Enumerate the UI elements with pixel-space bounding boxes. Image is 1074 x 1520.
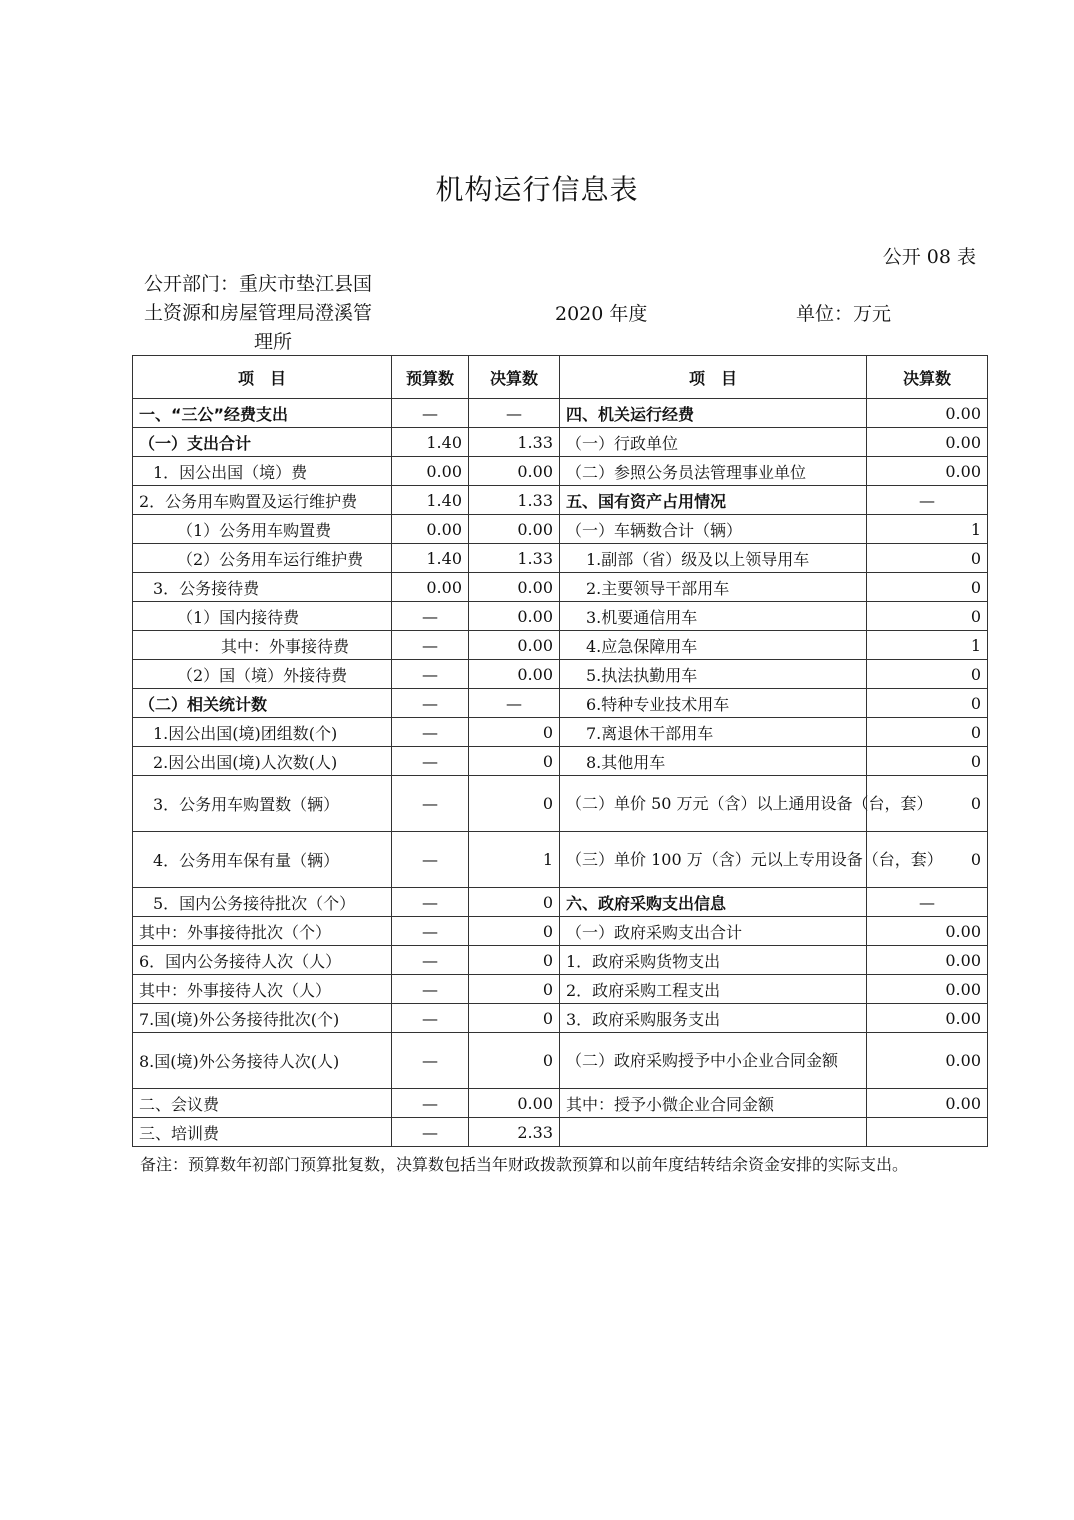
row-final-value: 0	[469, 1004, 560, 1033]
row-final-value-right: 0	[867, 718, 988, 747]
row-final-value-right: 0	[867, 776, 988, 832]
row-label-left: 3．公务用车购置数（辆）	[133, 776, 392, 832]
row-label-left: 2．公务用车购置及运行维护费	[133, 486, 392, 515]
row-label-left: 6．国内公务接待人次（人）	[133, 946, 392, 975]
row-final-value-right: 0.00	[867, 975, 988, 1004]
row-final-value-right: 0	[867, 573, 988, 602]
row-budget-value: —	[392, 689, 469, 718]
row-label-right: （三）单价 100 万（含）元以上专用设备（台，套）	[560, 832, 867, 888]
table-row	[133, 602, 988, 631]
row-budget-value: 1.40	[392, 486, 469, 515]
page-title: 机构运行信息表	[435, 173, 639, 206]
table-row	[133, 1004, 988, 1033]
row-label-left: （2）公务用车运行维护费	[133, 544, 392, 573]
row-final-value-right: 0	[867, 747, 988, 776]
table-row	[133, 1033, 988, 1089]
row-label-right: 8.其他用车	[560, 747, 867, 776]
row-label-left: 7.国(境)外公务接待批次(个)	[133, 1004, 392, 1033]
row-final-value-right: 0.00	[867, 399, 988, 428]
header-budget: 预算数	[392, 356, 469, 399]
row-final-value-right: 0	[867, 602, 988, 631]
row-label-left: 1.因公出国(境)团组数(个)	[133, 718, 392, 747]
row-budget-value: 1.40	[392, 544, 469, 573]
row-label-right: 1．政府采购货物支出	[560, 946, 867, 975]
table-row	[133, 832, 988, 888]
row-final-value-right: 0.00	[867, 917, 988, 946]
header-final: 决算数	[469, 356, 560, 399]
row-final-value-right: 1	[867, 631, 988, 660]
table-row	[133, 689, 988, 718]
row-budget-value: —	[392, 946, 469, 975]
header-final-right: 决算数	[867, 356, 988, 399]
header-item: 项 目	[133, 356, 392, 399]
row-label-right: 7.离退休干部用车	[560, 718, 867, 747]
row-budget-value: —	[392, 1033, 469, 1089]
table-row	[133, 1089, 988, 1118]
row-budget-value: —	[392, 1004, 469, 1033]
row-budget-value: 0.00	[392, 515, 469, 544]
table-row	[133, 946, 988, 975]
department-line: 理所	[254, 331, 293, 353]
row-label-right: （一）行政单位	[560, 428, 867, 457]
row-final-value: 0	[469, 1033, 560, 1089]
row-final-value: 2.33	[469, 1118, 560, 1147]
table-row	[133, 457, 988, 486]
footnote: 备注：预算数年初部门预算批复数，决算数包括当年财政拨款预算和以前年度结转结余资金安排的实际支出。	[140, 1155, 909, 1174]
row-budget-value: —	[392, 747, 469, 776]
table-row	[133, 975, 988, 1004]
row-label-right: 3.机要通信用车	[560, 602, 867, 631]
row-final-value-right: 0	[867, 544, 988, 573]
row-final-value-right: 0.00	[867, 946, 988, 975]
row-label-left: 一、“三公”经费支出	[133, 399, 392, 428]
row-final-value-right: 0.00	[867, 428, 988, 457]
row-final-value-right: —	[867, 486, 988, 515]
row-final-value: 1.33	[469, 486, 560, 515]
row-label-left: （2）国（境）外接待费	[133, 660, 392, 689]
table-row	[133, 428, 988, 457]
row-label-left: （二）相关统计数	[133, 689, 392, 718]
row-label-right: （二）单价 50 万元（含）以上通用设备（台，套）	[560, 776, 867, 832]
row-final-value-right: 0	[867, 832, 988, 888]
table-row	[133, 888, 988, 917]
fiscal-year: 2020 年度	[555, 303, 648, 325]
row-budget-value: —	[392, 718, 469, 747]
row-label-left: 三、培训费	[133, 1118, 392, 1147]
row-final-value-right: 1	[867, 515, 988, 544]
row-final-value: 1.33	[469, 544, 560, 573]
row-final-value-right: 0	[867, 660, 988, 689]
row-label-right: 其中：授予小微企业合同金额	[560, 1089, 867, 1118]
table-row	[133, 747, 988, 776]
row-label-right: （一）政府采购支出合计	[560, 917, 867, 946]
row-label-left: 5．国内公务接待批次（个）	[133, 888, 392, 917]
row-budget-value: —	[392, 975, 469, 1004]
row-final-value: —	[469, 399, 560, 428]
department-line: 公开部门：重庆市垫江县国	[144, 273, 373, 295]
row-label-left: 1．因公出国（境）费	[133, 457, 392, 486]
row-budget-value: —	[392, 1089, 469, 1118]
row-final-value: 0	[469, 975, 560, 1004]
row-label-right: 四、机关运行经费	[560, 399, 867, 428]
row-final-value-right: 0.00	[867, 1004, 988, 1033]
row-final-value: 0	[469, 888, 560, 917]
table-row	[133, 486, 988, 515]
row-final-value: 0.00	[469, 602, 560, 631]
table-row	[133, 1118, 988, 1147]
row-budget-value: —	[392, 631, 469, 660]
row-budget-value: —	[392, 1118, 469, 1147]
row-label-right: 2．政府采购工程支出	[560, 975, 867, 1004]
row-label-left: （1）公务用车购置费	[133, 515, 392, 544]
info-table	[132, 355, 988, 1147]
row-final-value: 0	[469, 946, 560, 975]
row-final-value-right: 0.00	[867, 1089, 988, 1118]
row-final-value-right: 0	[867, 689, 988, 718]
row-label-left: （一）支出合计	[133, 428, 392, 457]
row-label-right: （二）参照公务员法管理事业单位	[560, 457, 867, 486]
table-row	[133, 660, 988, 689]
row-label-right: 1.副部（省）级及以上领导用车	[560, 544, 867, 573]
row-budget-value: 0.00	[392, 457, 469, 486]
header-item-right: 项 目	[560, 356, 867, 399]
table-row	[133, 515, 988, 544]
table-row	[133, 544, 988, 573]
row-label-left: 2.因公出国(境)人次数(人)	[133, 747, 392, 776]
row-final-value: 0.00	[469, 660, 560, 689]
table-row	[133, 718, 988, 747]
row-label-left: 其中：外事接待费	[133, 631, 392, 660]
row-label-left: 4．公务用车保有量（辆）	[133, 832, 392, 888]
row-final-value: 0.00	[469, 515, 560, 544]
row-label-right: （二）政府采购授予中小企业合同金额	[560, 1033, 867, 1089]
row-label-left: 其中：外事接待批次（个）	[133, 917, 392, 946]
row-budget-value: —	[392, 399, 469, 428]
row-final-value-right: 0.00	[867, 457, 988, 486]
table-number: 公开 08 表	[882, 246, 976, 268]
table-header-row	[133, 356, 988, 399]
row-label-right: 3．政府采购服务支出	[560, 1004, 867, 1033]
row-final-value: 1	[469, 832, 560, 888]
row-label-right: 6.特种专业技术用车	[560, 689, 867, 718]
row-budget-value: —	[392, 776, 469, 832]
currency-unit: 单位：万元	[796, 303, 892, 325]
row-final-value: —	[469, 689, 560, 718]
table-row	[133, 399, 988, 428]
row-budget-value: 0.00	[392, 573, 469, 602]
table-row	[133, 573, 988, 602]
row-label-right: （一）车辆数合计（辆）	[560, 515, 867, 544]
row-final-value-right: 0.00	[867, 1033, 988, 1089]
row-final-value-right	[867, 1118, 988, 1147]
row-final-value: 0	[469, 776, 560, 832]
row-budget-value: —	[392, 660, 469, 689]
row-budget-value: —	[392, 602, 469, 631]
row-final-value: 0.00	[469, 457, 560, 486]
row-label-left: 其中：外事接待人次（人）	[133, 975, 392, 1004]
row-final-value: 1.33	[469, 428, 560, 457]
row-budget-value: —	[392, 888, 469, 917]
table-row	[133, 917, 988, 946]
row-final-value: 0	[469, 917, 560, 946]
row-final-value: 0	[469, 747, 560, 776]
row-budget-value: —	[392, 832, 469, 888]
row-label-right: 4.应急保障用车	[560, 631, 867, 660]
row-final-value: 0.00	[469, 631, 560, 660]
row-budget-value: 1.40	[392, 428, 469, 457]
table-row	[133, 776, 988, 832]
department-line: 土资源和房屋管理局澄溪管	[144, 302, 373, 324]
row-label-right: 2.主要领导干部用车	[560, 573, 867, 602]
row-final-value: 0	[469, 718, 560, 747]
row-label-left: （1）国内接待费	[133, 602, 392, 631]
row-label-right: 五、国有资产占用情况	[560, 486, 867, 515]
row-label-left: 8.国(境)外公务接待人次(人)	[133, 1033, 392, 1089]
row-label-right	[560, 1118, 867, 1147]
row-final-value-right: —	[867, 888, 988, 917]
row-final-value: 0.00	[469, 573, 560, 602]
row-label-left: 二、会议费	[133, 1089, 392, 1118]
department-info	[144, 270, 414, 357]
row-label-left: 3．公务接待费	[133, 573, 392, 602]
row-label-right: 六、政府采购支出信息	[560, 888, 867, 917]
row-label-right: 5.执法执勤用车	[560, 660, 867, 689]
table-row	[133, 631, 988, 660]
row-budget-value: —	[392, 917, 469, 946]
row-final-value: 0.00	[469, 1089, 560, 1118]
